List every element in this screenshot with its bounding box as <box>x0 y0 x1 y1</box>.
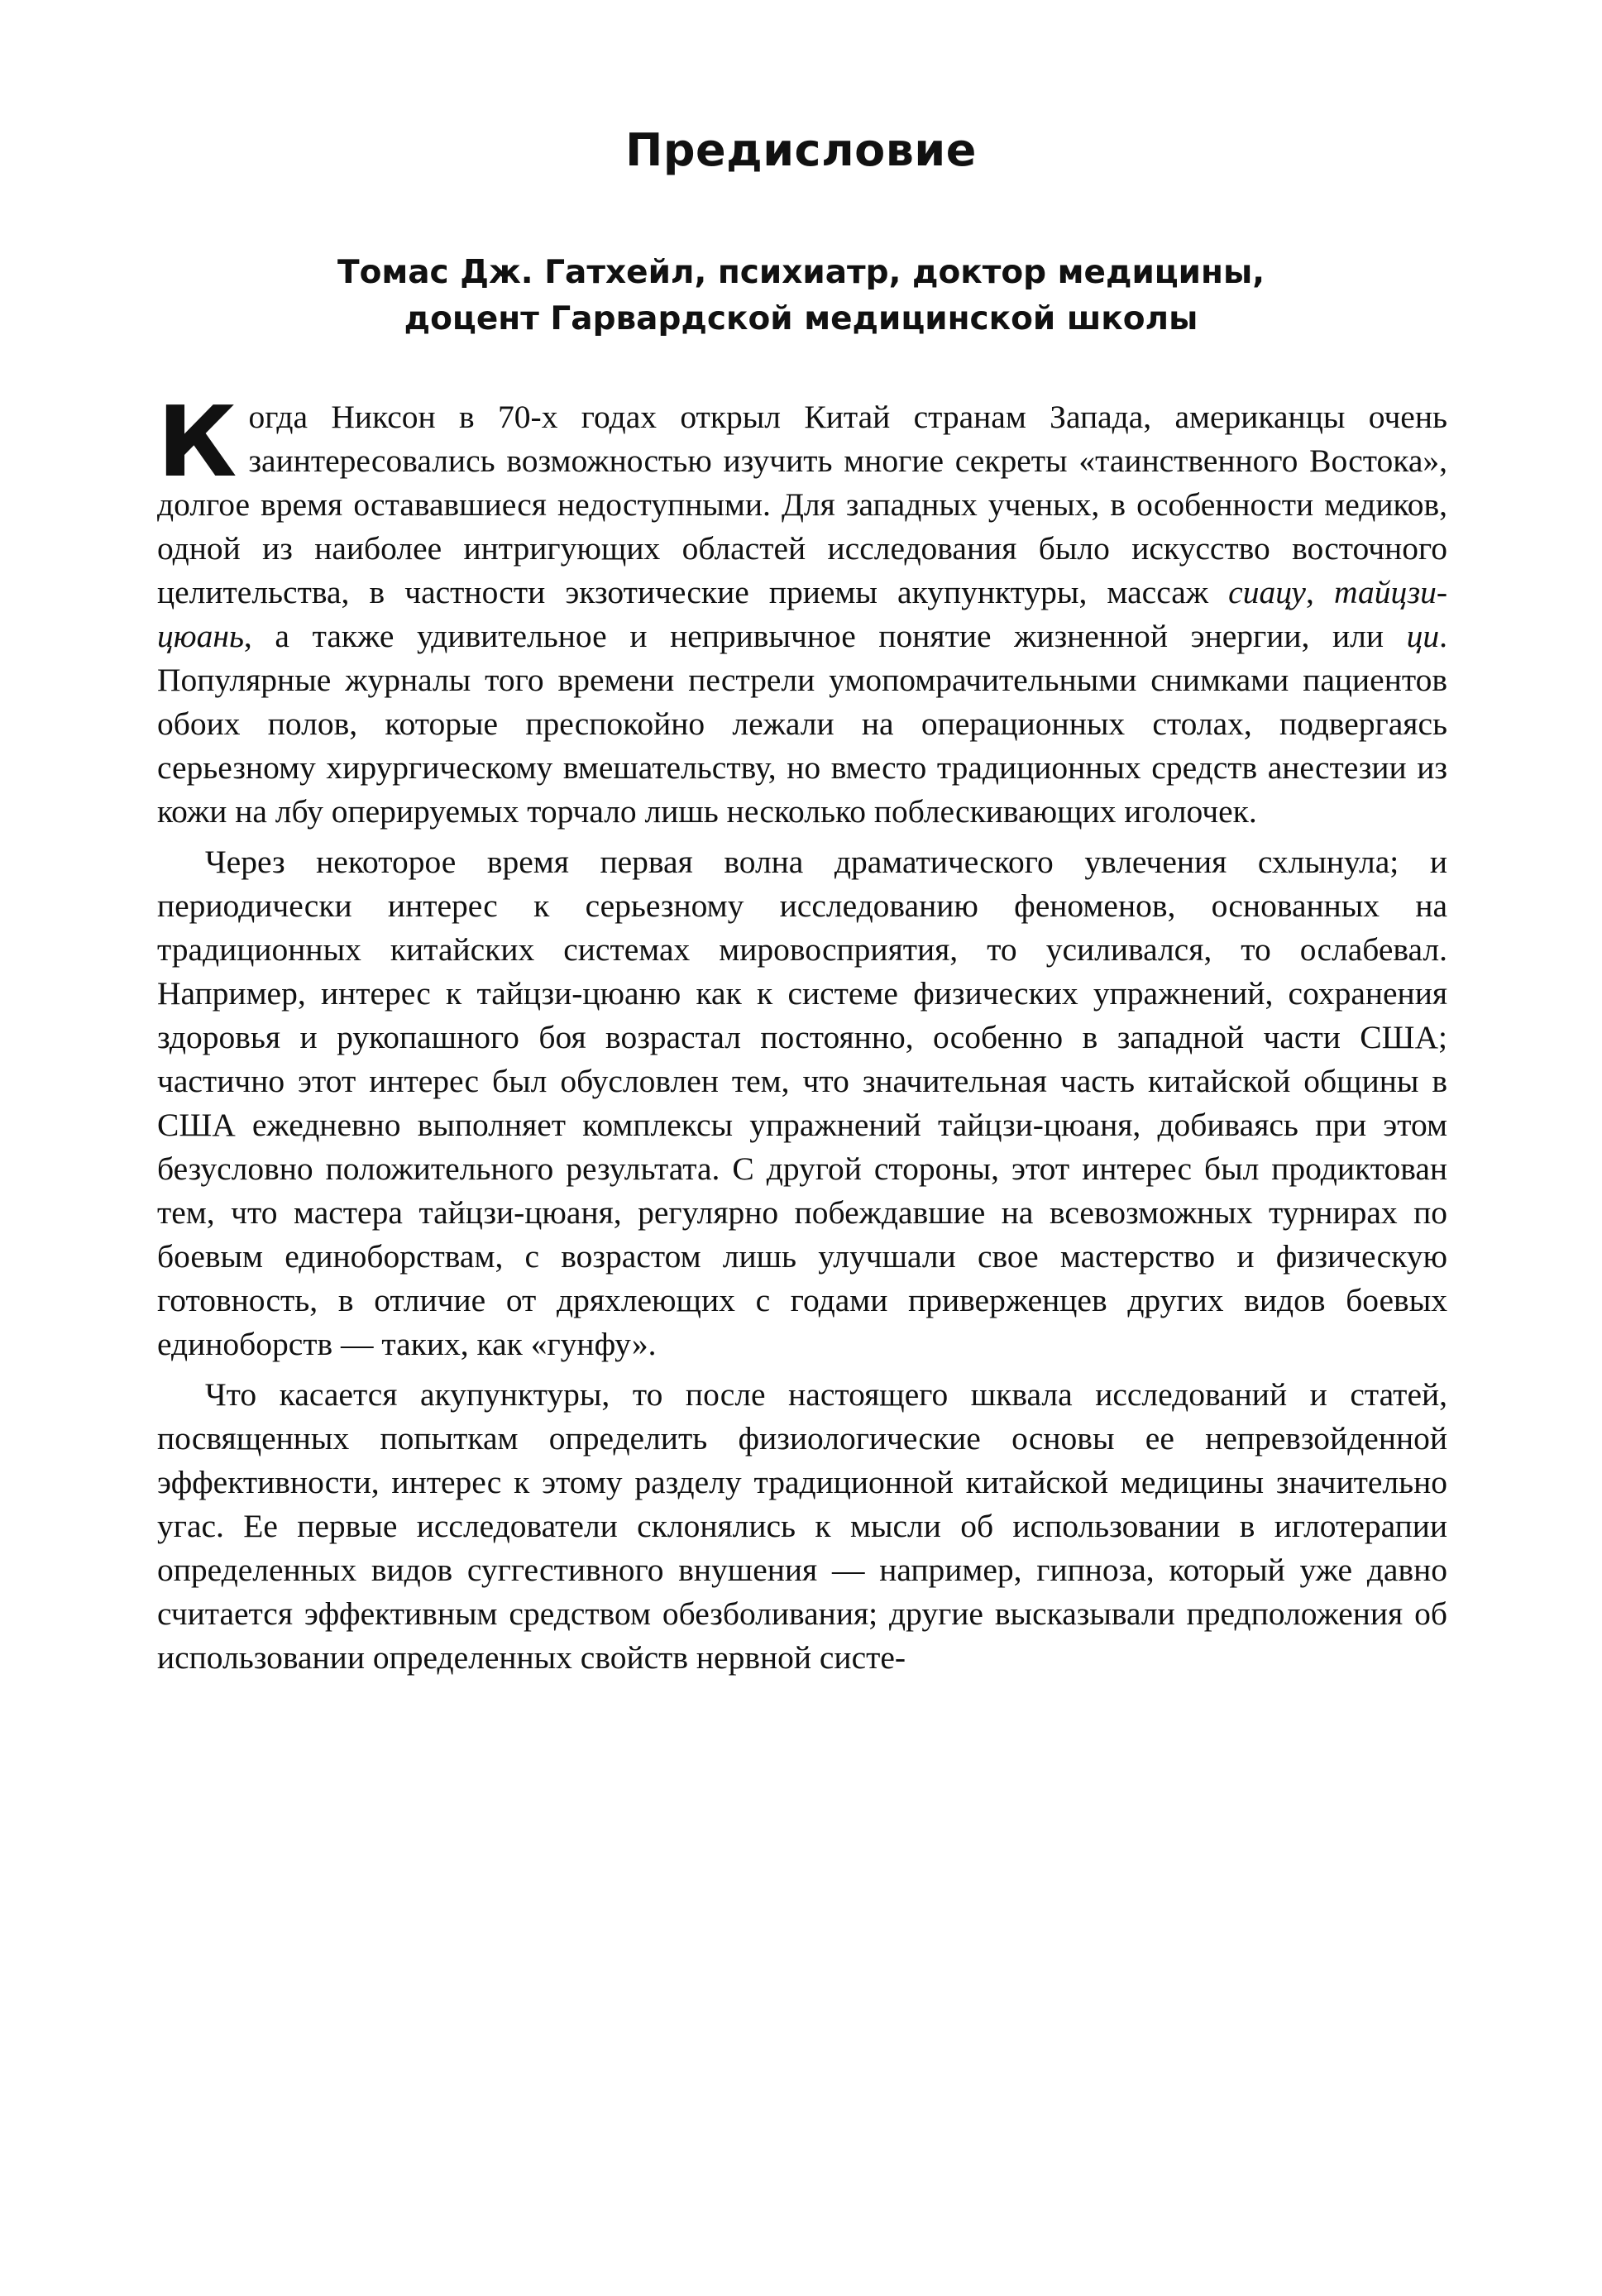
paragraph-1-text-a: огда Никсон в 70-х годах открыл Китай странам Запада, американцы очень заинтересовались возможностью изучить многие секреты «таинственного Востока», долгое время остававшиеся недоступными. Для западных ученых, в особенности медиков, одной из наиболее интригующих областей исследования было искусство восточного целительства, в частности экзотические приемы акупунктуры, массаж <box>157 399 1447 610</box>
chapter-title: Предисловие <box>625 124 977 176</box>
body-text <box>157 385 1448 1686</box>
author-credit-line-1: Томас Дж. Гатхейл, психиатр, доктор медицины, <box>337 254 1265 291</box>
paragraph-1-text-d: . Популярные журналы того времени пестрели умопомрачительными снимками пациентов обоих полов, которые преспокойно лежали на операционных столах, подвергаясь серьезному хирургическому вмешательству, но вместо традиционных средств анестезии из кожи на лбу оперируемых торчало лишь несколько поблескивающих иголочек. <box>157 618 1447 830</box>
paragraph-1 <box>157 385 1448 834</box>
term-siatsu: сиацу <box>1228 574 1306 610</box>
paragraph-2: Через некоторое время первая волна драматического увлечения схлынула; и периодически интерес к серьезному исследованию феноменов, основанных на традиционных китайских системах мировосприятия, то усиливался, то ослабевал. Например, интерес к тайцзи-цюаню как к системе физических упражнений, сохранения здоровья и рукопашного боя возрастал постоянно, особенно в западной части США; частично этот интерес был обусловлен тем, что значительная часть китайской общины в США ежедневно выполняет комплексы упражнений тайцзи-цюаня, добиваясь при этом безусловно положительного результата. С другой стороны, этот интерес был продиктован тем, что мастера тайцзи-цюаня, регулярно побеждавшие на всевозможных турнирах по боевым единоборствам, с возрастом лишь улучшали свое мастерство и физическую готовность, в отличие от дряхлеющих с годами приверженцев других видов боевых единоборств — таких, как «гунфу». <box>157 844 1447 1362</box>
author-credit <box>0 250 1602 342</box>
paragraph-1-text-b: , <box>1305 574 1334 610</box>
paragraph-1-text-c: , а также удивительное и непривычное понятие жизненной энергии, или <box>243 618 1407 654</box>
drop-cap-letter: К <box>157 385 237 499</box>
term-qi: ци <box>1406 618 1440 654</box>
paragraph-3: Что касается акупунктуры, то после настоящего шквала исследований и статей, посвященных попыткам определить физиологические основы ее непревзойденной эффективности, интерес к этому разделу традиционной китайской медицины значительно угас. Ее первые исследователи склонялись к мысли об использовании в иглотерапии определенных видов суггестивного внушения — например, гипноза, который уже давно считается эффективным средством обезболивания; другие высказывали предположения об использовании определенных свойств нервной систе- <box>157 1376 1447 1676</box>
author-credit-line-2: доцент Гарвардской медицинской школы <box>404 300 1198 337</box>
term-taijiquan: тайцзи-цюань <box>157 574 1448 654</box>
